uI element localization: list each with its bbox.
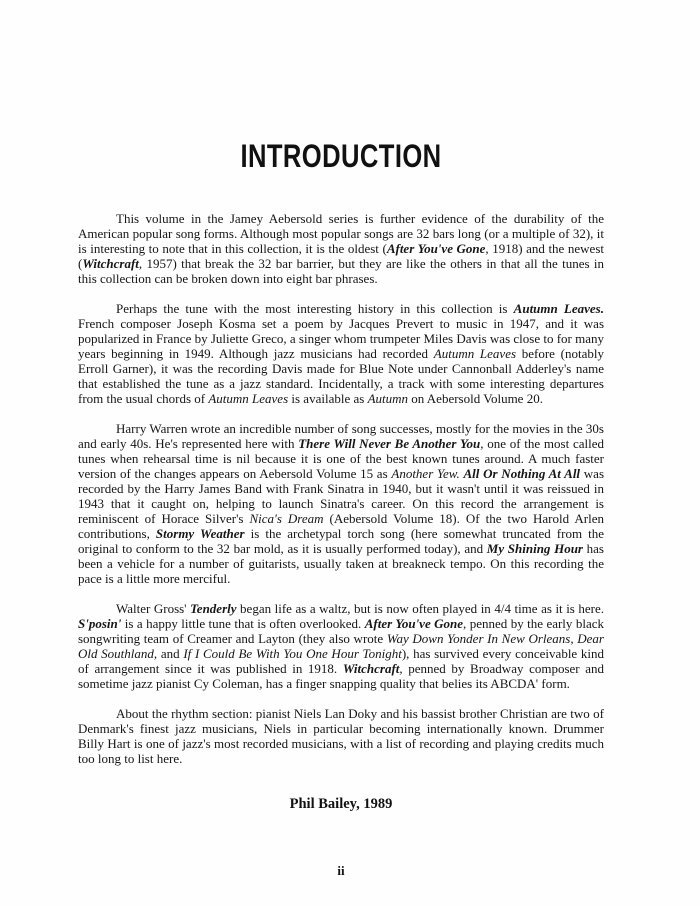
tune-title: Witchcraft [342, 661, 400, 676]
tune-title: Witchcraft [82, 256, 139, 271]
tune-title: After You've Gone [386, 241, 486, 256]
text-run: is available as [288, 391, 368, 406]
text-run: is a happy little tune that is often overlooked. [121, 616, 365, 631]
text-run: Perhaps the tune with the most interesting history in this collection is [116, 301, 514, 316]
text-run: and [157, 646, 184, 661]
tune-title: All Or Nothing At All [463, 466, 581, 481]
tune-title: Autumn Leaves [433, 346, 517, 361]
text-run: , penned by Broadway composer and sometime jazz pianist Cy Coleman, has a finger snapping quality that belies its ABCDA' form. [78, 661, 605, 691]
tune-title: Nica's Dream [249, 511, 324, 526]
text-run: has been a vehicle for a number of guitarists, usually taken at breakneck tempo. On this recording the pace is a little more merciful. [78, 541, 604, 586]
text-run: , penned by the early black songwriting team of Creamer and Layton (they also wrote [78, 616, 605, 646]
tune-title: Way Down Yonder In New Orleans, Dear Old Southland, [78, 631, 604, 661]
page-number: ii [337, 863, 345, 878]
paragraph [78, 211, 604, 286]
text-run: , 1918) and the newest ( [78, 241, 604, 271]
text-run: on Aebersold Volume 20. [408, 391, 543, 406]
tune-title: Autumn Leaves. [513, 301, 604, 316]
page-title: INTRODUCTION [240, 138, 442, 174]
paragraph [78, 601, 604, 691]
paragraph [78, 706, 604, 766]
text-run: About the rhythm section: pianist Niels Lan Doky and his bassist brother Christian are two of Denmark's finest jazz musicians, Niels in particular becoming internationally known. Drummer Billy Hart is one of jazz's most recorded musicians, with a list of recording and playing credits much too long to list here. [78, 706, 604, 766]
paragraph [78, 421, 604, 586]
text-run: Harry Warren wrote an incredible number of song successes, mostly for the movies in the 30s and early 40s. He's represented here with [78, 421, 604, 451]
tune-title: S'posin' [78, 616, 122, 631]
tune-title: Tenderly [190, 601, 237, 616]
tune-title: Another Yew. [391, 466, 460, 481]
tune-title: Autumn Leaves [208, 391, 289, 406]
document-body [78, 211, 604, 766]
tune-title: There Will Never Be Another You [298, 436, 481, 451]
author-signature: Phil Bailey, 1989 [289, 796, 393, 812]
tune-title: Stormy Weather [155, 526, 245, 541]
paragraph [78, 301, 604, 406]
text-run: , 1957) that break the 32 bar barrier, but they are like the others in that all the tunes in this collection can be broken down into eight bar phrases. [78, 256, 604, 286]
text-run: , one of the most called tunes when rehearsal time is nil because it is one of the best known tunes around. A much faster version of the changes appears on Aebersold Volume 15 as [78, 436, 604, 481]
text-run: was recorded by the Harry James Band with Frank Sinatra in 1940, but it wasn't until it was reissued in 1943 that it caught on, helping to launch Sinatra's career. On this record the arrangement is reminiscent of Horace Silver's [78, 466, 605, 526]
text-run: This volume in the Jamey Aebersold series is further evidence of the durability of the American popular song forms. Although most popular songs are 32 bars long (or a multiple of 32), it is interesting to note that in this collection, it is the oldest ( [78, 211, 604, 256]
tune-title: My Shining Hour [486, 541, 583, 556]
text-run: is the archetypal torch song (here somewhat truncated from the original to conform to the 32 bar mold, as it is usually performed today), and [78, 526, 604, 556]
text-run: began life as a waltz, but is now often played in 4/4 time as it is here. [236, 601, 605, 616]
text-run: (Aebersold Volume 18). Of the two Harold Arlen contributions, [78, 511, 604, 541]
tune-title: Autumn [367, 391, 409, 406]
text-run: Walter Gross' [116, 601, 191, 616]
tune-title: If I Could Be With You One Hour Tonight [183, 646, 402, 661]
text-run: French composer Joseph Kosma set a poem by Jacques Prevert to music in 1947, and it was popularized in France by Juliette Greco, a singer whom trumpeter Miles Davis was close to for many years beginning in 1949. Although jazz musicians had recorded [78, 316, 604, 361]
text-run: ), has survived every conceivable kind of arrangement since it was published in 1918. [78, 646, 604, 676]
tune-title: After You've Gone [364, 616, 464, 631]
text-run: before (notably Erroll Garner), it was the recording Davis made for Blue Note under Cannonball Adderley's name that established the tune as a jazz standard. Incidentally, a track with some interesting departures from the usual chords of [78, 346, 604, 406]
